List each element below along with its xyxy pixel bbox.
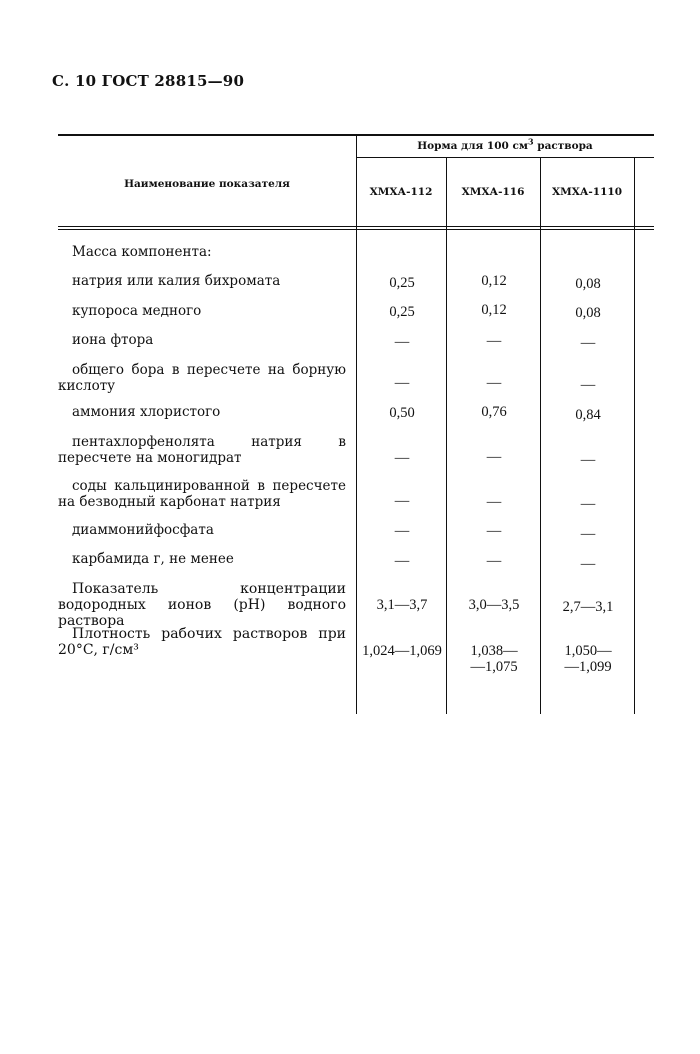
column-divider-3	[540, 158, 541, 714]
value-cell: —	[394, 375, 410, 391]
column-divider-1	[356, 136, 357, 714]
value-cell: 0,84	[575, 407, 601, 423]
value-cell: —	[580, 556, 596, 572]
value-cell: —	[394, 523, 410, 539]
value-cell: 1,050— —1,099	[564, 643, 612, 675]
value-cell: 0,12	[481, 302, 507, 318]
value-cell: —	[486, 375, 502, 391]
row-label: карбамида г, не менее	[72, 551, 234, 567]
row-label: Масса компонента:	[72, 244, 212, 260]
value-cell: 0,25	[389, 275, 415, 291]
value-cell: 3,1—3,7	[376, 597, 428, 613]
value-cell: —	[486, 449, 502, 465]
header-col-1: ХМХА-112	[369, 186, 433, 198]
value-cell: 2,7—3,1	[562, 599, 614, 615]
value-cell: 0,76	[481, 404, 507, 420]
row-label-text: Плотность рабочих растворов при 20°С, г/см³	[58, 626, 346, 658]
value-cell: —	[394, 334, 410, 350]
row-label: соды кальцинированной в пересчете на безводный карбонат натрия	[58, 478, 346, 510]
column-divider-4	[634, 158, 635, 714]
value-cell: 0,08	[575, 276, 601, 292]
header-norm-group: Норма для 100 $см^3$ раствора	[417, 136, 593, 152]
value-cell: 1,038— —1,075	[470, 643, 518, 675]
value-cell: —	[394, 493, 410, 509]
value-cell: —	[580, 377, 596, 393]
value-cell: —	[580, 526, 596, 542]
group-header-rule	[356, 157, 654, 158]
value-cell: —	[486, 523, 502, 539]
row-label: пентахлорфенолята натрия в пересчете на моногидрат	[58, 434, 346, 466]
value-cell: —	[580, 335, 596, 351]
row-label: Показатель концентрации водородных ионов (pH) водного раствора	[58, 581, 346, 629]
row-label: общего бора в пересчете на борную кислоту	[58, 362, 346, 394]
value-cell: 0,08	[575, 305, 601, 321]
value-cell: 0,25	[389, 304, 415, 320]
value-cell: 0,12	[481, 273, 507, 289]
value-cell: —	[486, 553, 502, 569]
value-cell: 1,024—1,069	[362, 643, 442, 659]
column-divider-2	[446, 158, 447, 714]
value-cell: —	[394, 553, 410, 569]
row-label: диаммонийфосфата	[72, 522, 214, 538]
header-col-2: ХМХА-116	[461, 186, 525, 198]
value-cell: 3,0—3,5	[468, 597, 520, 613]
row-label: иона фтора	[72, 332, 154, 348]
value-cell: 0,50	[389, 405, 415, 421]
row-label: аммония хлористого	[72, 404, 221, 420]
header-col-3: ХМХА-1110	[551, 186, 623, 198]
value-cell: —	[486, 333, 502, 349]
header-indicator-name: Наименование показателя	[124, 178, 290, 190]
value-cell: —	[486, 494, 502, 510]
value-cell: —	[580, 452, 596, 468]
row-label	[58, 626, 346, 658]
value-cell: —	[580, 496, 596, 512]
value-cell: —	[394, 450, 410, 466]
row-label: купороса медного	[72, 303, 202, 319]
row-label: натрия или калия бихромата	[72, 273, 281, 289]
page-header: С. 10 ГОСТ 28815—90	[52, 72, 245, 90]
